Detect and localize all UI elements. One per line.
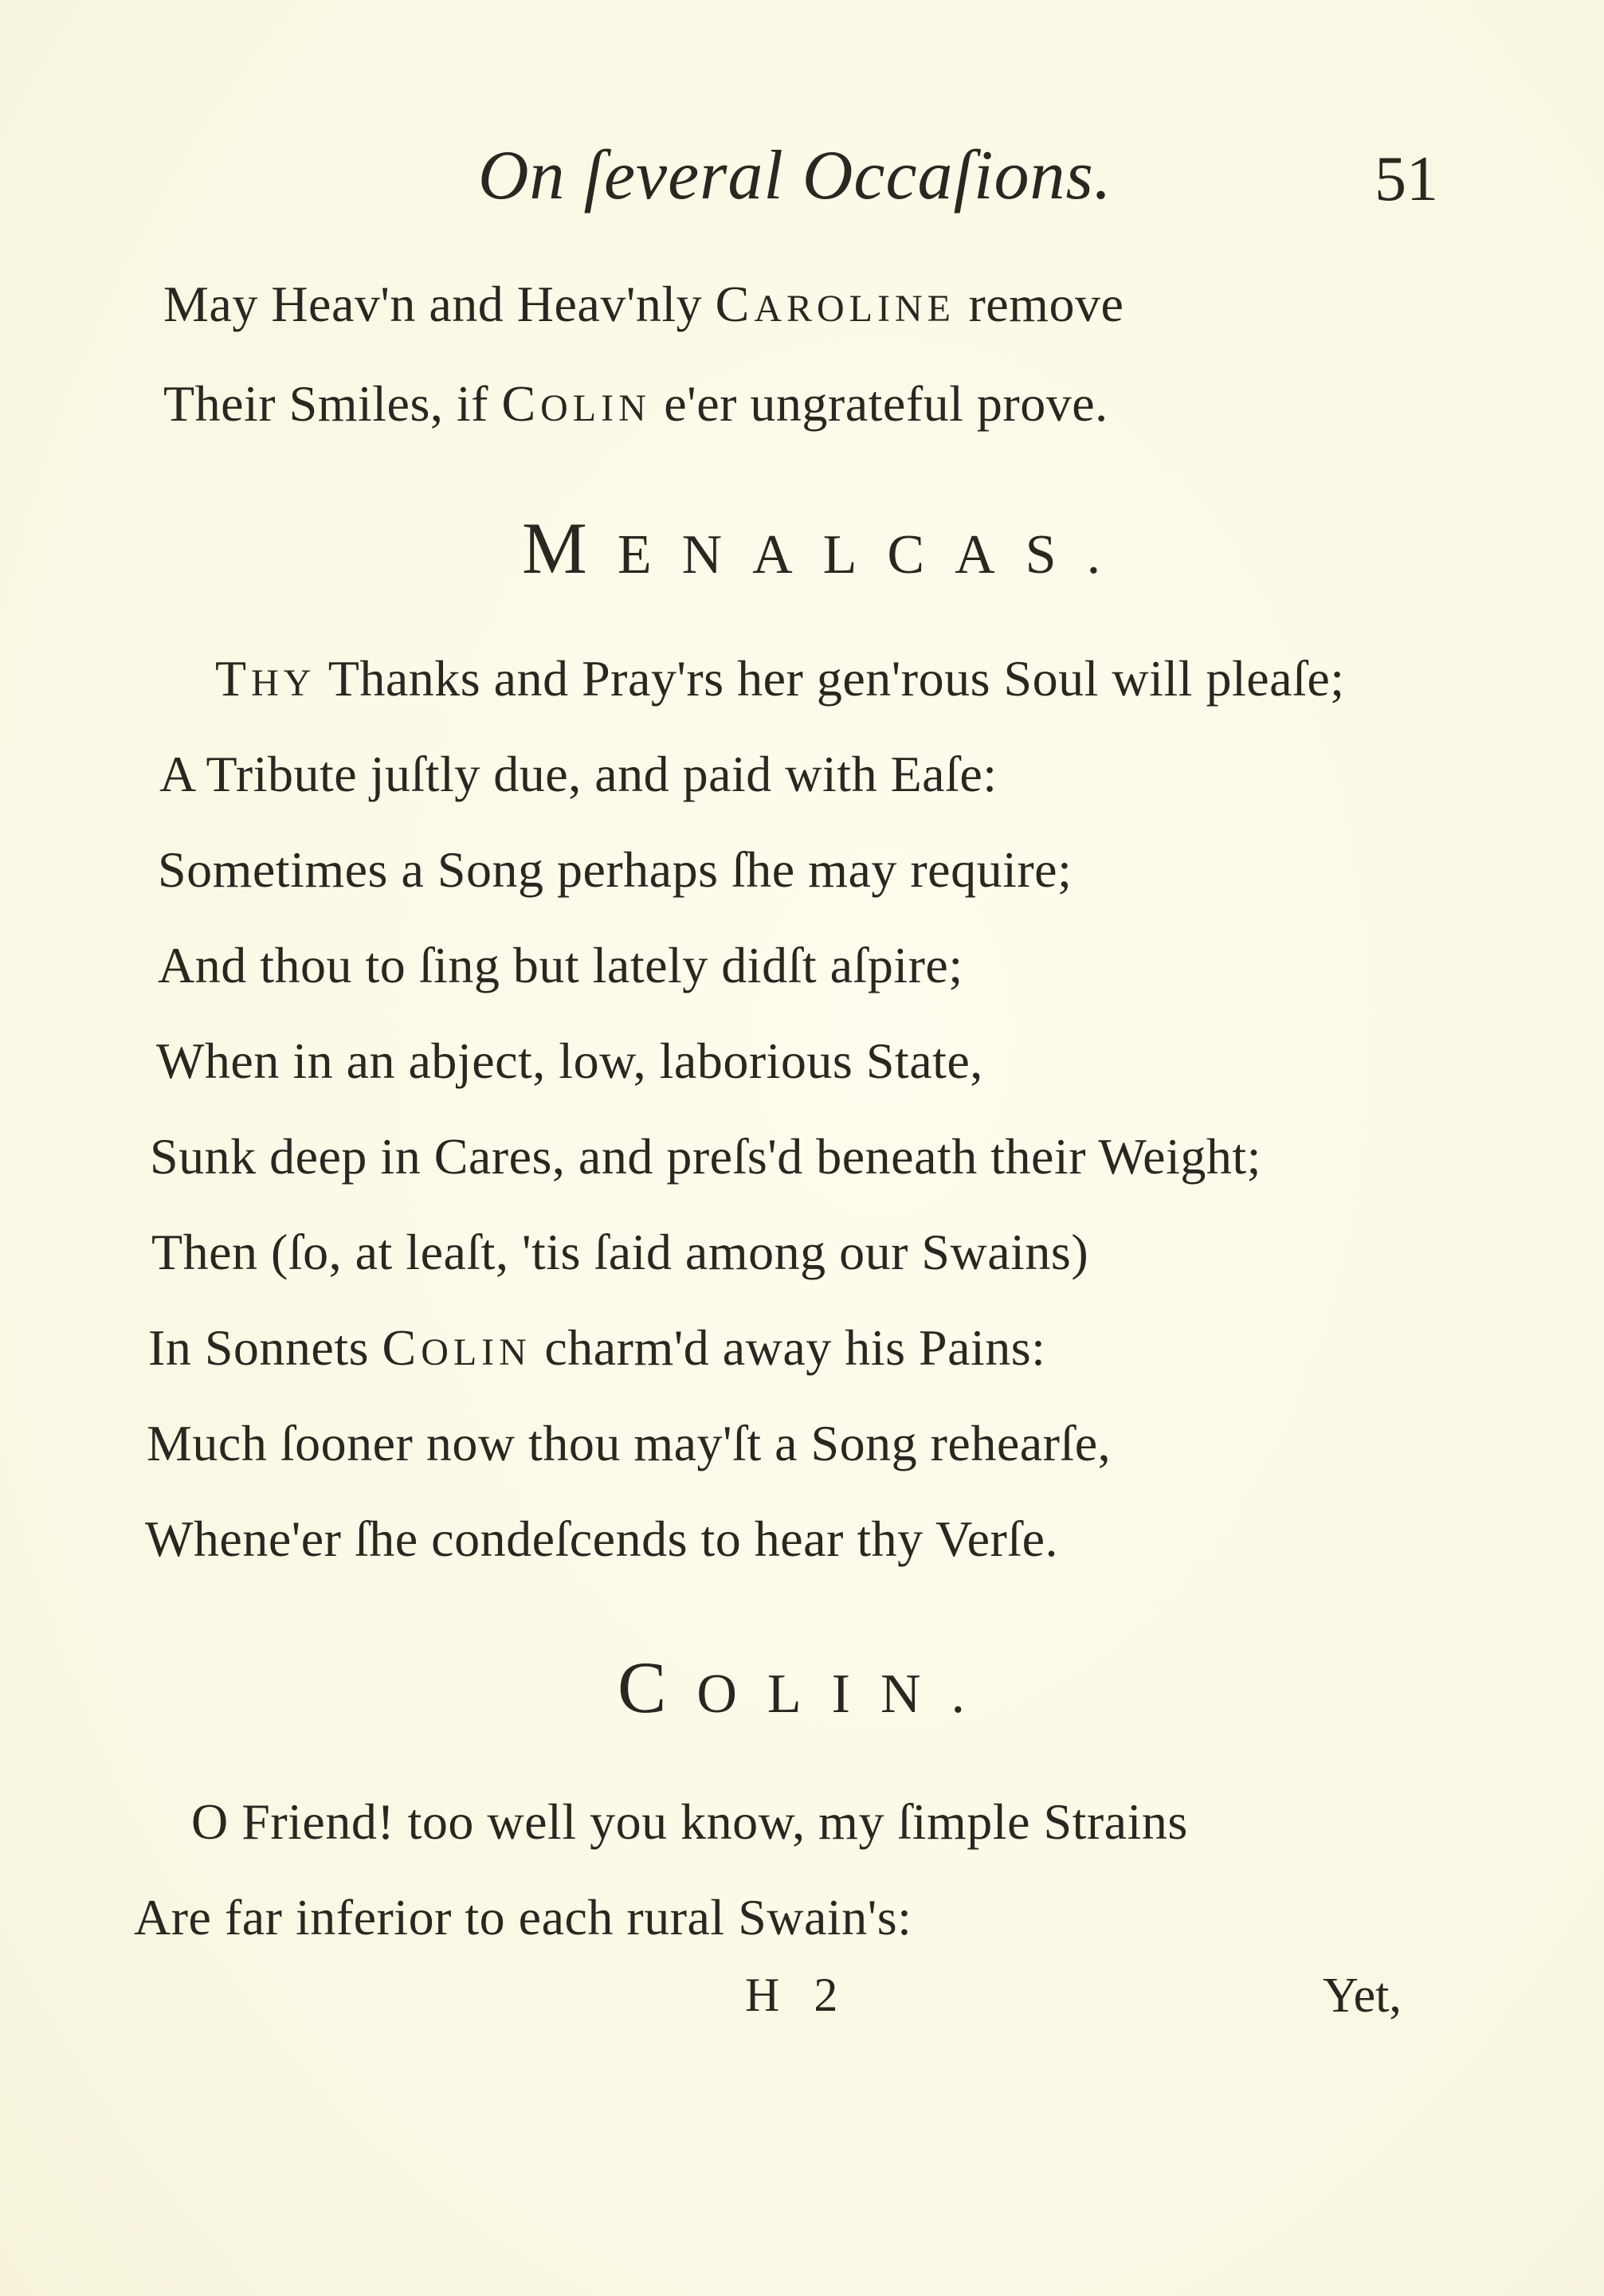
running-head bbox=[0, 135, 1604, 231]
verse-line: When in an abject, low, laborious State, bbox=[156, 1032, 983, 1089]
page-number: 51 bbox=[1375, 144, 1438, 214]
verse-line: O Friend! too well you know, my ſimple Strains bbox=[191, 1793, 1188, 1850]
verse-line: Sunk deep in Cares, and preſs'd beneath their Weight; bbox=[150, 1128, 1261, 1185]
verse-line: Sometimes a Song perhaps ſhe may require; bbox=[158, 841, 1073, 898]
verse-line: Are far inferior to each rural Swain's: bbox=[134, 1889, 912, 1945]
verse-line: Their Smiles, if COLIN e'er ungrateful prove. bbox=[163, 375, 1108, 432]
verse-line: Much ſooner now thou may'ſt a Song rehearſe, bbox=[147, 1415, 1112, 1471]
verse-line: And thou to ſing but lately didſt aſpire; bbox=[158, 937, 963, 993]
verse-line: Then (ſo, at leaſt, 'tis ſaid among our Swains) bbox=[151, 1224, 1089, 1280]
signature-mark: H 2 bbox=[745, 1969, 849, 2021]
verse-line: THY Thanks and Pray'rs her gen'rous Soul will pleaſe; bbox=[215, 650, 1345, 707]
verse-line: A Tribute juſtly due, and paid with Eaſe: bbox=[159, 746, 998, 802]
running-title: On ſeveral Occaſions. bbox=[478, 137, 1112, 214]
speaker-heading-menalcas: MENALCAS. bbox=[522, 507, 1131, 589]
verse-line: May Heav'n and Heav'nly CAROLINE remove bbox=[163, 276, 1124, 332]
catchword: Yet, bbox=[1323, 1969, 1402, 2023]
verse-line: In Sonnets COLIN charm'd away his Pains: bbox=[148, 1319, 1046, 1376]
page-footer bbox=[0, 1968, 1604, 2047]
speaker-heading-colin: COLIN. bbox=[618, 1647, 996, 1728]
verse-line: Whene'er ſhe condeſcends to hear thy Verſe. bbox=[145, 1510, 1059, 1567]
